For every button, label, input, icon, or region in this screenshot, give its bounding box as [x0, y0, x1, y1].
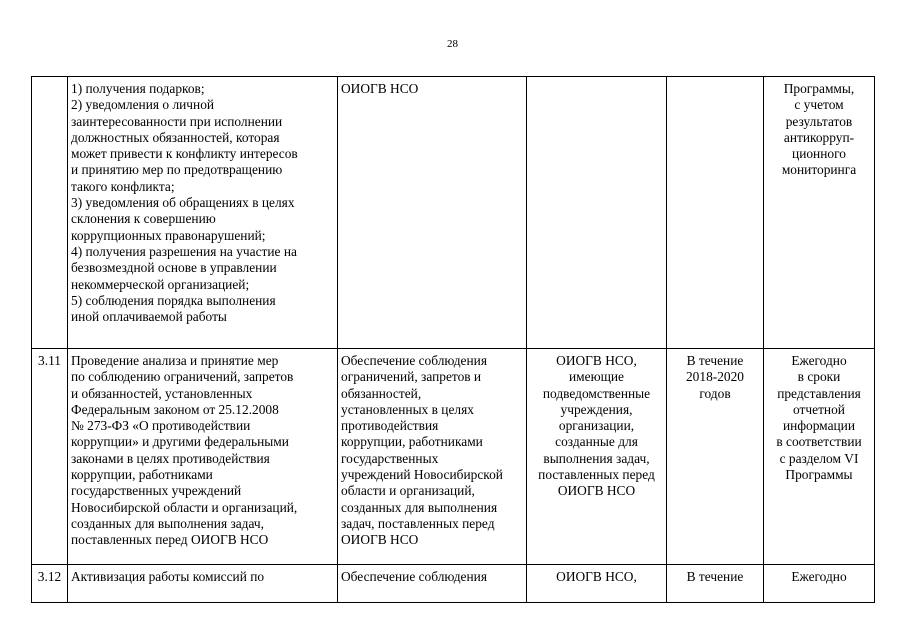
row-number-cell: 3.11 [32, 349, 68, 565]
measure-text-line: созданных для выполнения задач, [71, 515, 264, 531]
result-text-line: установленных в целях [341, 401, 474, 417]
term-cell [667, 349, 764, 565]
term-text-line: 2018-2020 [685, 369, 745, 385]
measure-text-line: Федеральным законом от 25.12.2008 [71, 401, 279, 417]
result-text-line: ОИОГВ НСО [341, 532, 419, 548]
reporting-cell [764, 77, 875, 349]
measure-text-line: и принятию мер по предотвращению [71, 162, 283, 178]
reporting-text-line: с учетом [794, 97, 844, 113]
measure-text-line: Проведение анализа и принятие мер [71, 353, 279, 368]
result-cell [338, 77, 527, 349]
executor-text-line: ОИОГВ НСО [557, 483, 636, 499]
measure-text-line: заинтересованности при исполнении [71, 113, 283, 129]
measure-text-line: по соблюдению ограничений, запретов [71, 369, 294, 385]
table-row [32, 349, 875, 565]
measure-text-line: иной оплачиваемой работы [71, 309, 227, 325]
reporting-text-line: с разделом VI [779, 450, 859, 466]
reporting-text-line: Ежегодно [791, 569, 847, 584]
reporting-text-line: Программы, [783, 81, 855, 96]
term-text-line: В течение [686, 353, 744, 368]
table-row [32, 77, 875, 349]
measure-text-line: должностных обязанностей, которая [71, 129, 280, 145]
table-row [32, 565, 875, 603]
reporting-text-line: Программы [785, 467, 853, 483]
result-text-line: Обеспечение соблюдения [341, 569, 487, 584]
term-cell [667, 77, 764, 349]
result-text-line: противодействия [341, 418, 439, 434]
reporting-text-line: представления [777, 385, 861, 401]
result-text-line: ОИОГВ НСО [341, 81, 419, 96]
measure-text-line: законами в целях противодействия [71, 450, 270, 466]
executor-text-line: созданные для [555, 434, 638, 450]
executor-text-line: поставленных перед [538, 467, 655, 483]
result-text-line: учреждений Новосибирской [341, 467, 503, 483]
reporting-text-line: Ежегодно [791, 353, 847, 368]
result-text-line: созданных для выполнения [341, 499, 498, 515]
measure-cell [68, 565, 338, 603]
term-text-line: годов [699, 385, 731, 401]
executor-text-line: выполнения задач, [543, 450, 650, 466]
reporting-text-line: в сроки [797, 369, 841, 385]
measure-text-line: такого конфликта; [71, 178, 175, 194]
executor-text-line: организации, [558, 418, 635, 434]
result-text-line: обязанностей, [341, 385, 422, 401]
measure-text-line: коррупции» и другими федеральными [71, 434, 289, 450]
measure-text-line: может привести к конфликту интересов [71, 146, 298, 162]
reporting-text-line: отчетной [793, 401, 845, 417]
measure-text-line: и обязанностей, установленных [71, 385, 253, 401]
measure-text-line: 2) уведомления о личной [71, 97, 215, 113]
executor-text-line: имеющие [568, 369, 624, 385]
result-text-line: области и организаций, [341, 483, 475, 499]
result-cell [338, 565, 527, 603]
measure-text-line: коррупционных правонарушений; [71, 227, 266, 243]
reporting-text-line: результатов [785, 113, 853, 129]
measure-text-line: № 273-ФЗ «О противодействии [71, 418, 251, 434]
reporting-text-line: мониторинга [781, 162, 857, 178]
measure-text-line: Активизация работы комиссий по [71, 569, 265, 584]
measure-text-line: 4) получения разрешения на участие на [71, 243, 297, 259]
measure-text-line: 5) соблюдения порядка выполнения [71, 292, 276, 308]
executor-cell [527, 349, 667, 565]
measure-text-line: государственных учреждений [71, 483, 242, 499]
executor-text-line: подведомственные [542, 385, 651, 401]
executor-text-line: ОИОГВ НСО, [556, 353, 637, 368]
measure-cell [68, 349, 338, 565]
measures-table [31, 76, 875, 603]
term-text-line: В течение [686, 569, 744, 584]
executor-cell [527, 565, 667, 603]
term-cell [667, 565, 764, 603]
executor-text-line: ОИОГВ НСО, [556, 569, 637, 584]
measure-text-line: коррупции, работниками [71, 467, 213, 483]
measure-text-line: некоммерческой организацией; [71, 276, 250, 292]
reporting-cell [764, 565, 875, 603]
reporting-text-line: ционного [792, 146, 846, 162]
result-cell [338, 349, 527, 565]
result-text-line: коррупции, работниками [341, 434, 483, 450]
measure-text-line: поставленных перед ОИОГВ НСО [71, 532, 269, 548]
reporting-text-line: информации [782, 418, 856, 434]
measure-cell [68, 77, 338, 349]
result-text-line: государственных [341, 450, 439, 466]
measure-text-line: склонения к совершению [71, 211, 216, 227]
reporting-cell [764, 349, 875, 565]
measure-text-line: 1) получения подарков; [71, 81, 205, 96]
executor-text-line: учреждения, [560, 401, 633, 417]
measure-text-line: 3) уведомления об обращениях в целях [71, 195, 295, 211]
result-text-line: задач, поставленных перед [341, 515, 495, 531]
executor-cell [527, 77, 667, 349]
measure-text-line: Новосибирской области и организаций, [71, 499, 298, 515]
reporting-text-line: в соответствии [776, 434, 862, 450]
result-text-line: ограничений, запретов и [341, 369, 482, 385]
page-number: 28 [447, 38, 458, 50]
row-number-cell: 3.12 [32, 565, 68, 603]
measure-text-line: безвозмездной основе в управлении [71, 260, 277, 276]
row-number-cell [32, 77, 68, 349]
reporting-text-line: антикорруп- [783, 129, 855, 145]
result-text-line: Обеспечение соблюдения [341, 353, 487, 368]
